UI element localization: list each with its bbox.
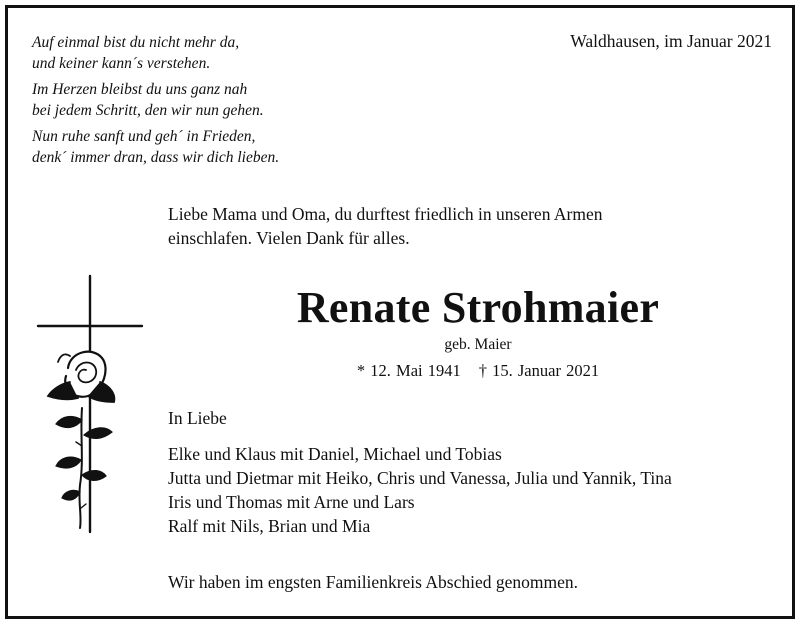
- mourners-list: [168, 442, 672, 538]
- dedication-line: Liebe Mama und Oma, du durftest friedlich in unseren Armen: [168, 204, 603, 224]
- birth-name: geb. Maier: [444, 336, 512, 353]
- poem-stanza: [32, 79, 362, 121]
- obituary-notice: [5, 5, 795, 619]
- dedication-text: [168, 202, 728, 250]
- closing-note: Wir haben im engsten Familienkreis Abschied genommen.: [168, 572, 578, 592]
- memorial-poem: [32, 32, 362, 173]
- poem-line: denk´ immer dran, dass wir dich lieben.: [32, 149, 280, 166]
- in-liebe-label: In Liebe: [168, 408, 227, 428]
- mourner-line: Jutta und Dietmar mit Heiko, Chris und Vanessa, Julia und Yannik, Tina: [168, 468, 672, 488]
- mourner-line: Iris und Thomas mit Arne und Lars: [168, 492, 415, 512]
- dedication-line: einschlafen. Vielen Dank für alles.: [168, 228, 410, 248]
- deceased-name: Renate Strohmaier: [296, 283, 660, 332]
- mourner-line: Ralf mit Nils, Brian und Mia: [168, 516, 371, 536]
- poem-stanza: [32, 32, 362, 74]
- poem-line: Nun ruhe sanft und geh´ in Frieden,: [32, 128, 256, 145]
- poem-line: und keiner kann´s verstehen.: [32, 55, 211, 72]
- poem-line: Auf einmal bist du nicht mehr da,: [32, 34, 240, 51]
- place-and-date: Waldhausen, im Januar 2021: [570, 31, 772, 51]
- poem-line: Im Herzen bleibst du uns ganz nah: [32, 81, 248, 98]
- poem-stanza: [32, 126, 362, 168]
- death-date: † 15. Januar 2021: [478, 361, 600, 380]
- birth-date: * 12. Mai 1941: [356, 361, 461, 380]
- poem-line: bei jedem Schritt, den wir nun gehen.: [32, 102, 264, 119]
- cross-with-rose-icon: [30, 270, 150, 538]
- life-dates: [168, 361, 788, 381]
- mourner-line: Elke und Klaus mit Daniel, Michael und Tobias: [168, 444, 502, 464]
